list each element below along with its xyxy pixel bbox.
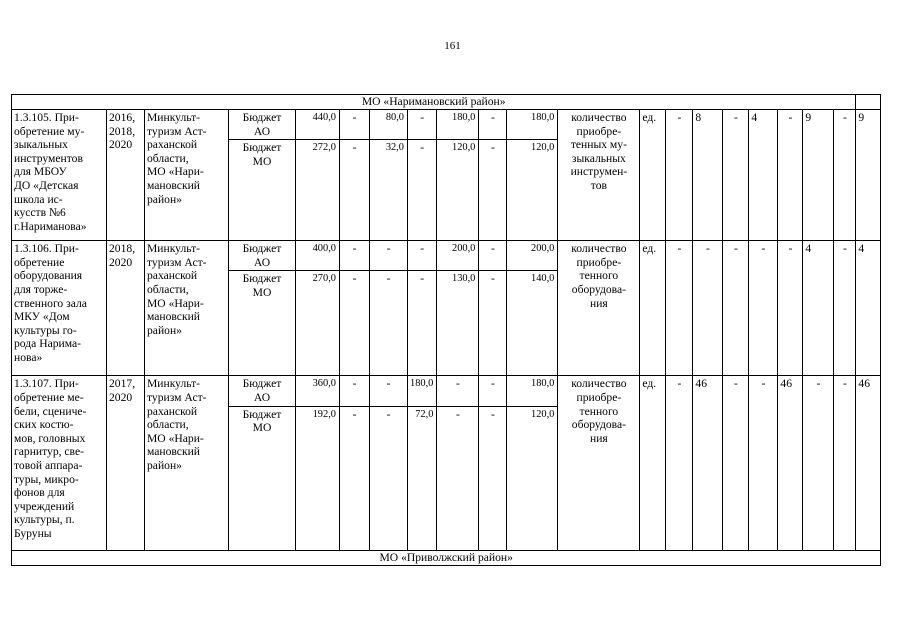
amount-2016: 80,0 xyxy=(370,110,408,140)
amount-2019: - xyxy=(479,140,507,241)
unit-cell: ед. xyxy=(640,376,666,550)
amount-2015: - xyxy=(340,271,370,376)
amount-2020: 120,0 xyxy=(507,140,558,241)
amount-2020: 140,0 xyxy=(507,271,558,376)
amount-2018: - xyxy=(437,376,479,406)
amount-2018: 200,0 xyxy=(437,241,479,271)
district-header-row xyxy=(12,95,881,110)
amount-2015: - xyxy=(340,241,370,271)
indicator-value: 46 xyxy=(778,376,803,550)
executor-cell: Минкульт- туризм Аст- раханской области, МО «Нари- мановский район» xyxy=(145,376,229,550)
unit-cell: ед. xyxy=(640,241,666,376)
amount-2019: - xyxy=(479,406,507,550)
district-name: МО «Приволжский район» xyxy=(12,550,881,565)
measure-name: 1.3.105. При- обретение му- зыкальных инструментов для МБОУ ДО «Детская школа ис- кусств №6 г.Нариманова» xyxy=(12,110,107,241)
district-header-row xyxy=(12,550,881,565)
program-measures-table xyxy=(11,94,881,566)
indicator-value: 46 xyxy=(693,376,723,550)
indicator-value: - xyxy=(834,241,856,376)
indicator-value: - xyxy=(723,376,749,550)
amount-2018: 120,0 xyxy=(437,140,479,241)
amount-2017: 180,0 xyxy=(408,376,437,406)
table-row xyxy=(12,376,881,406)
indicator-name: количество приобре- тенного оборудова- ния xyxy=(558,376,640,550)
amount-2020: 120,0 xyxy=(507,406,558,550)
indicator-value: - xyxy=(749,376,778,550)
funding-source: Бюджет АО xyxy=(229,241,296,271)
indicator-name: количество приобре- тенных му- зыкальных инструмен- тов xyxy=(558,110,640,241)
indicator-value: - xyxy=(749,241,778,376)
indicator-value: - xyxy=(778,241,803,376)
indicator-value: - xyxy=(666,376,693,550)
amount-2016: - xyxy=(370,406,408,550)
amount-2019: - xyxy=(479,241,507,271)
years-cell: 2016, 2018, 2020 xyxy=(107,110,145,241)
total-amount: 400,0 xyxy=(296,241,340,271)
amount-2016: - xyxy=(370,271,408,376)
years-cell: 2018, 2020 xyxy=(107,241,145,376)
indicator-value: - xyxy=(834,110,856,241)
page-number: 161 xyxy=(444,40,461,52)
amount-2020: 200,0 xyxy=(507,241,558,271)
funding-source: Бюджет АО xyxy=(229,376,296,406)
amount-2020: 180,0 xyxy=(507,376,558,406)
district-name: МО «Наримановский район» xyxy=(12,95,856,110)
amount-2018: - xyxy=(437,406,479,550)
indicator-value: 9 xyxy=(856,110,881,241)
indicator-value: - xyxy=(834,376,856,550)
indicator-value: 46 xyxy=(856,376,881,550)
indicator-value: - xyxy=(666,110,693,241)
indicator-value: 4 xyxy=(803,241,834,376)
amount-2017: - xyxy=(408,140,437,241)
amount-2016: - xyxy=(370,376,408,406)
amount-2015: - xyxy=(340,376,370,406)
total-amount: 440,0 xyxy=(296,110,340,140)
amount-2017: 72,0 xyxy=(408,406,437,550)
years-cell: 2017, 2020 xyxy=(107,376,145,550)
unit-cell: ед. xyxy=(640,110,666,241)
amount-2019: - xyxy=(479,271,507,376)
amount-2019: - xyxy=(479,376,507,406)
amount-2016: 32,0 xyxy=(370,140,408,241)
indicator-value: - xyxy=(666,241,693,376)
indicator-value: - xyxy=(803,376,834,550)
amount-2015: - xyxy=(340,406,370,550)
indicator-name: количество приобре- тенного оборудова- ния xyxy=(558,241,640,376)
executor-cell: Минкульт- туризм Аст- раханской области, МО «Нари- мановский район» xyxy=(145,241,229,376)
amount-2019: - xyxy=(479,110,507,140)
amount-2020: 180,0 xyxy=(507,110,558,140)
total-amount: 270,0 xyxy=(296,271,340,376)
measure-name: 1.3.106. При- обретение оборудования для торже- ственного зала МКУ «Дом культуры го- рода Нарима- нова» xyxy=(12,241,107,376)
total-amount: 192,0 xyxy=(296,406,340,550)
amount-2017: - xyxy=(408,271,437,376)
table-row xyxy=(12,110,881,140)
table-row xyxy=(12,241,881,271)
total-amount: 360,0 xyxy=(296,376,340,406)
total-amount: 272,0 xyxy=(296,140,340,241)
amount-2017: - xyxy=(408,241,437,271)
indicator-value: - xyxy=(693,241,723,376)
indicator-value: - xyxy=(723,241,749,376)
amount-2017: - xyxy=(408,110,437,140)
indicator-value: - xyxy=(778,110,803,241)
indicator-value: 9 xyxy=(803,110,834,241)
executor-cell: Минкульт- туризм Аст- раханской области, МО «Нари- мановский район» xyxy=(145,110,229,241)
funding-source: Бюджет МО xyxy=(229,271,296,376)
funding-source: Бюджет АО xyxy=(229,110,296,140)
amount-2016: - xyxy=(370,241,408,271)
funding-source: Бюджет МО xyxy=(229,140,296,241)
amount-2015: - xyxy=(340,110,370,140)
measure-name: 1.3.107. При- обретение ме- бели, сцениче- ских костю- мов, головных гарнитур, све- товой аппара- туры, микро- фонов для учреждений культуры, п. Буруны xyxy=(12,376,107,550)
indicator-value: 8 xyxy=(693,110,723,241)
indicator-value: 4 xyxy=(856,241,881,376)
indicator-value: 4 xyxy=(749,110,778,241)
amount-2015: - xyxy=(340,140,370,241)
funding-source: Бюджет МО xyxy=(229,406,296,550)
indicator-value: - xyxy=(723,110,749,241)
amount-2018: 130,0 xyxy=(437,271,479,376)
empty-cell xyxy=(856,95,881,110)
amount-2018: 180,0 xyxy=(437,110,479,140)
